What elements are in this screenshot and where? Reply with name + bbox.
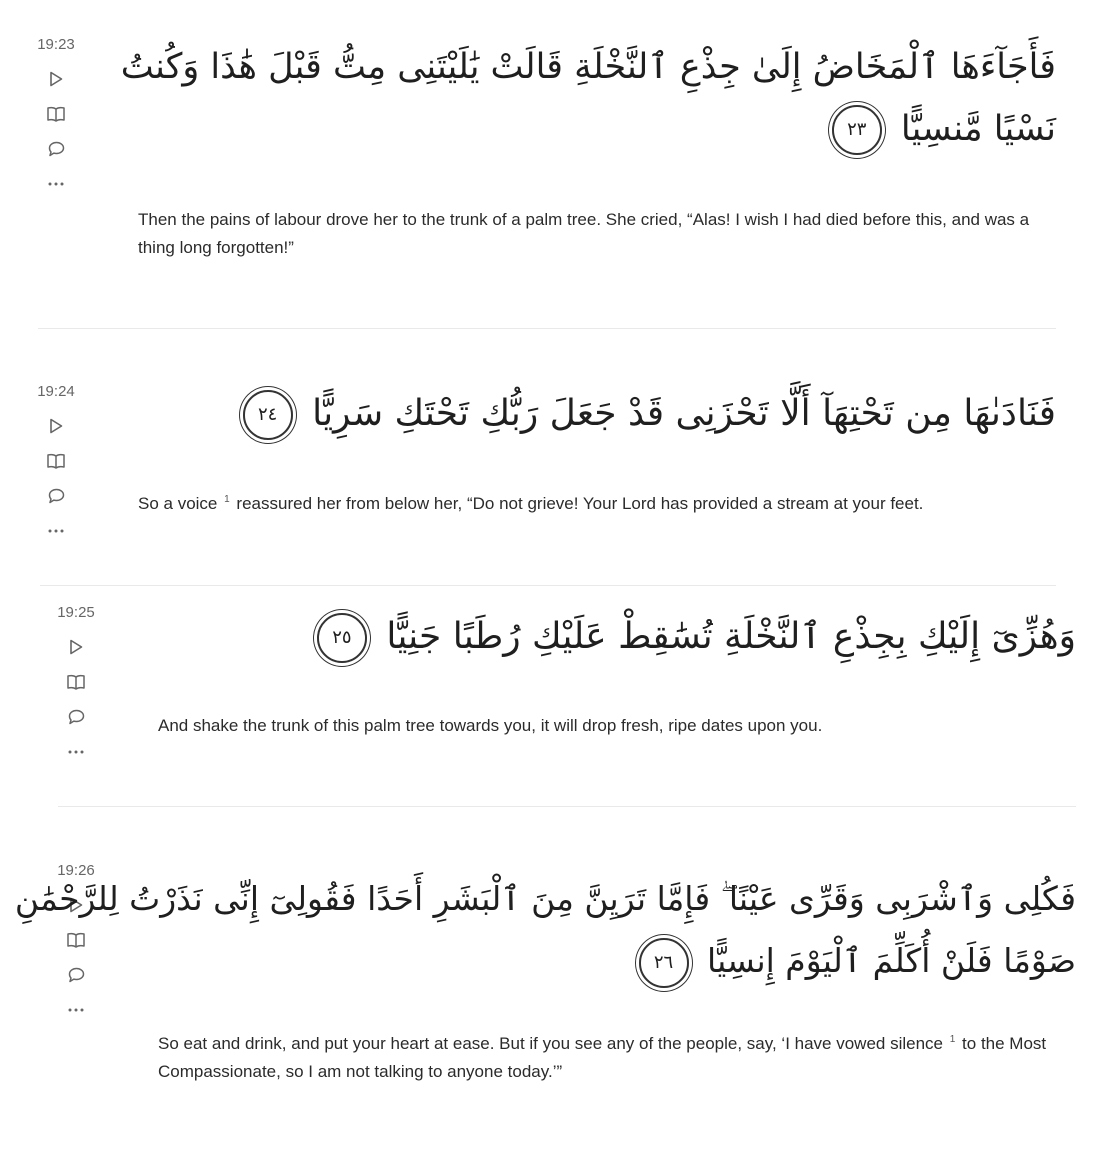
more-icon [48, 529, 64, 533]
arabic-text[interactable] [120, 36, 1056, 160]
verse-key[interactable]: 19:25 [57, 604, 95, 621]
arabic-line [206, 606, 1076, 668]
play-button[interactable] [26, 66, 86, 92]
more-button[interactable] [26, 518, 86, 544]
more-icon [68, 750, 84, 754]
translation-segment: So a voice [138, 494, 218, 513]
translation-text [138, 206, 1058, 262]
more-button[interactable] [26, 171, 86, 197]
ayah-number-marker[interactable]: ٢٣ [832, 105, 882, 155]
verse-19-23 [26, 36, 1066, 286]
comment-icon [68, 709, 85, 725]
arabic-line [186, 383, 1056, 445]
comment-button[interactable] [46, 962, 106, 988]
arabic-line: فَأَجَآءَهَا ٱلْمَخَاضُ إِلَىٰ جِذْعِ ٱلنَّخْلَةِ قَالَتْ يَٰلَيْتَنِى مِتُّ قَبْلَ هَٰذَا وَكُنتُ [120, 47, 1056, 87]
verse-divider [38, 328, 1056, 329]
comment-button[interactable] [26, 136, 86, 162]
footnote-marker[interactable]: 1 [949, 1034, 956, 1046]
tafsir-button[interactable] [26, 448, 86, 474]
book-icon [47, 453, 65, 469]
tafsir-button[interactable] [46, 669, 106, 695]
comment-icon [48, 488, 65, 504]
verse-divider [40, 585, 1056, 586]
arabic-line-text: فَنَادَىٰهَا مِن تَحْتِهَآ أَلَّا تَحْزَنِى قَدْ جَعَلَ رَبُّكِ تَحْتَكِ سَرِيًّا [312, 393, 1056, 434]
tafsir-button[interactable] [26, 101, 86, 127]
ayah-number-marker[interactable]: ٢٥ [317, 613, 367, 663]
play-icon [69, 639, 83, 655]
translation-text [138, 490, 1058, 518]
book-icon [47, 106, 65, 122]
arabic-line-text: نَسْيًا مَّنسِيًّا [900, 109, 1056, 149]
translation-segment: So eat and drink, and put your heart at ease. But if you see any of the people, say, ‘I have vowed silence [158, 1034, 944, 1053]
verse-key[interactable]: 19:24 [37, 383, 75, 400]
comment-button[interactable] [26, 483, 86, 509]
more-button[interactable] [46, 997, 106, 1023]
verse-key[interactable]: 19:26 [57, 862, 95, 879]
translation-segment: Then the pains of labour drove her to the trunk of a palm tree. She cried, “Alas! I wish I had died before this, and was a thing long forgotten!” [138, 210, 1030, 257]
verse-19-24 [26, 383, 1066, 553]
arabic-line-text: صَوْمًا فَلَنْ أُكَلِّمَ ٱلْيَوْمَ إِنسِيًّا [707, 941, 1076, 980]
arabic-line-text: وَهُزِّىٓ إِلَيْكِ بِجِذْعِ ٱلنَّخْلَةِ تُسَٰقِطْ عَلَيْكِ رُطَبًا جَنِيًّا [386, 616, 1076, 657]
comment-icon [68, 967, 85, 983]
translation-segment: to the Most Compassionate, so I am not talking to anyone today.’” [158, 1034, 1047, 1081]
comment-button[interactable] [46, 704, 106, 730]
arabic-line: فَكُلِى وَٱشْرَبِى وَقَرِّى عَيْنًا ۖ فَإِمَّا تَرَيِنَّ مِنَ ٱلْبَشَرِ أَحَدًا فَقُولِىٓ إِنِّى نَذَرْتُ لِلرَّحْمَٰنِ [14, 879, 1076, 918]
arabic-line [196, 930, 1076, 992]
verse-19-25 [46, 604, 1086, 774]
tafsir-button[interactable] [46, 927, 106, 953]
play-icon [49, 418, 63, 434]
play-icon [49, 71, 63, 87]
verse-divider [58, 806, 1076, 807]
book-icon [67, 932, 85, 948]
translation-segment: And shake the trunk of this palm tree towards you, it will drop fresh, ripe dates upon you. [158, 716, 823, 735]
verse-key[interactable]: 19:23 [37, 36, 75, 53]
translation-segment: reassured her from below her, “Do not grieve! Your Lord has provided a stream at your feet. [236, 494, 924, 513]
more-icon [48, 182, 64, 186]
arabic-text[interactable] [186, 383, 1056, 445]
play-button[interactable] [26, 413, 86, 439]
book-icon [67, 674, 85, 690]
verse-19-26 [14, 862, 1086, 1102]
footnote-marker[interactable]: 1 [224, 494, 230, 506]
ayah-number-marker[interactable]: ٢٤ [243, 390, 293, 440]
arabic-line [186, 98, 1056, 160]
translation-text [158, 712, 1078, 740]
comment-icon [48, 141, 65, 157]
ayah-number-marker[interactable]: ٢٦ [639, 938, 689, 988]
more-icon [68, 1008, 84, 1012]
arabic-text[interactable] [206, 606, 1076, 668]
translation-text [158, 1030, 1080, 1086]
play-button[interactable] [46, 634, 106, 660]
more-button[interactable] [46, 739, 106, 765]
